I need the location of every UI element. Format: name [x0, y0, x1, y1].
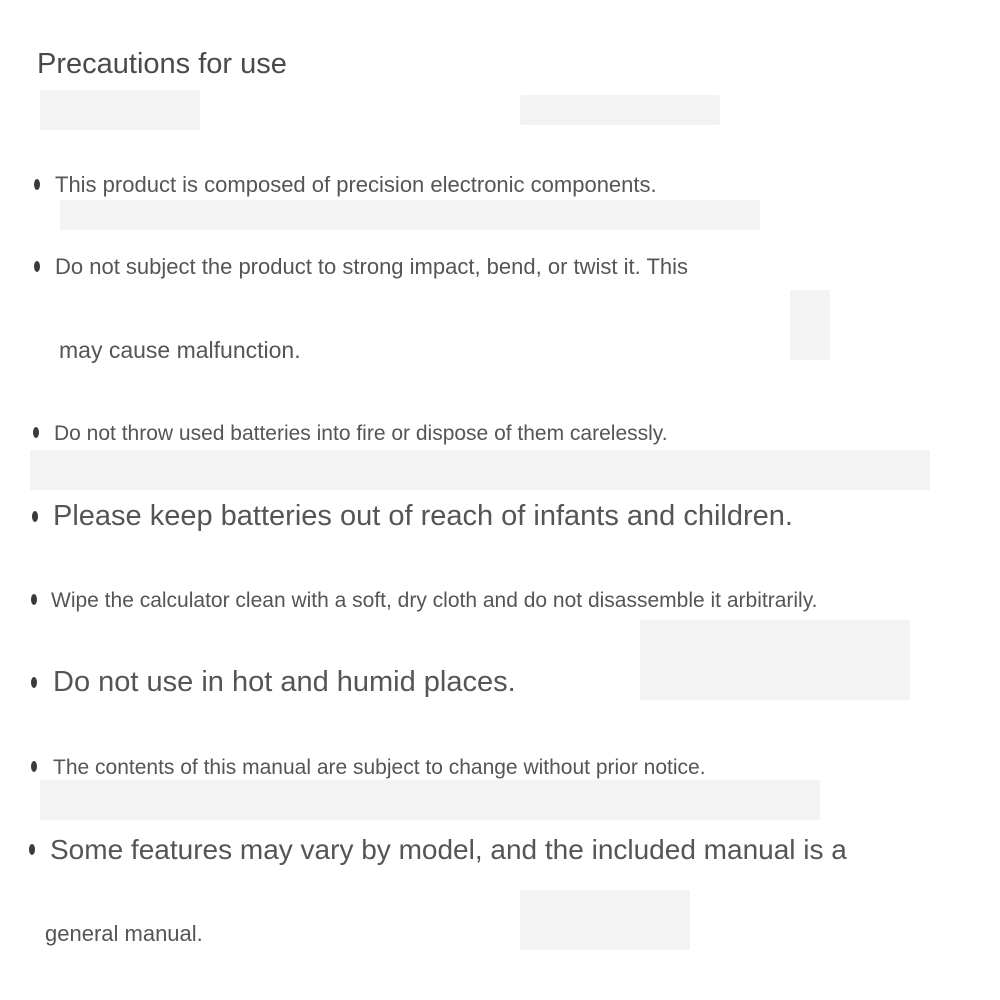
show-through-smudge — [40, 780, 820, 820]
show-through-smudge — [790, 290, 830, 360]
precaution-item: Wipe the calculator clean with a soft, dry cloth and do not disassemble it arbitrarily. — [51, 589, 818, 612]
show-through-smudge — [30, 450, 930, 490]
bullet-dot — [29, 844, 35, 855]
precaution-item-continuation: general manual. — [45, 921, 203, 946]
bullet-dot — [31, 594, 37, 605]
bullet-dot — [33, 427, 39, 438]
precaution-item: Do not subject the product to strong impact, bend, or twist it. This — [55, 254, 689, 279]
show-through-smudge — [640, 620, 910, 700]
show-through-smudge — [60, 200, 760, 230]
show-through-smudge — [520, 890, 690, 950]
precaution-item: Please keep batteries out of reach of infants and children. — [53, 500, 793, 532]
precaution-item-continuation: may cause malfunction. — [59, 337, 301, 363]
bullet-dot — [34, 261, 40, 272]
show-through-smudge — [40, 90, 200, 130]
page-title: Precautions for use — [37, 48, 287, 80]
bullet-dot — [31, 761, 37, 772]
precaution-item: Do not throw used batteries into fire or dispose of them carelessly. — [54, 422, 668, 445]
precaution-item: This product is composed of precision electronic components. — [55, 172, 657, 197]
bullet-dot — [31, 677, 37, 688]
precaution-item: Do not use in hot and humid places. — [53, 666, 516, 698]
precaution-item: Some features may vary by model, and the included manual is a — [50, 834, 847, 865]
bullet-dot — [34, 179, 40, 190]
precaution-item: The contents of this manual are subject to change without prior notice. — [53, 756, 706, 779]
show-through-smudge — [520, 95, 720, 125]
bullet-dot — [32, 511, 38, 522]
